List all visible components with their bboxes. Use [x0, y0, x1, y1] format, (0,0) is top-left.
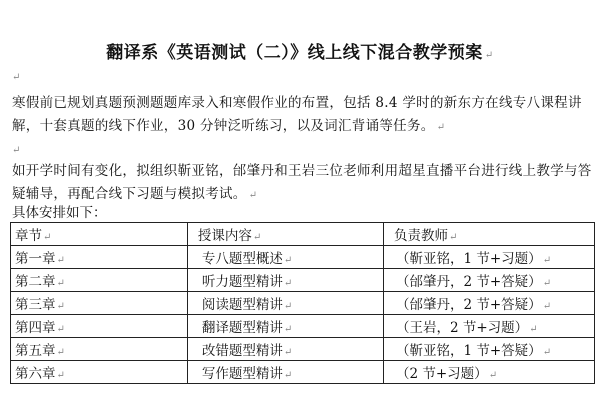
cell-mark-icon: ↵: [283, 301, 293, 312]
table-row: [11, 269, 595, 292]
table-row: [11, 315, 595, 338]
cell-mark-icon: ↵: [488, 370, 498, 381]
cell-chapter-text: 第六章: [15, 366, 56, 382]
cell-content: [187, 246, 383, 269]
paragraph-homework-plan: [12, 92, 592, 139]
cell-mark-icon: ↵: [283, 347, 293, 358]
cell-teacher: [383, 361, 594, 384]
document-title: [0, 38, 600, 63]
cell-teacher-text: （邰肇丹，2 节+答疑）: [395, 297, 542, 313]
paragraph-mark-icon: ↵: [436, 122, 446, 133]
cell-chapter: [11, 338, 188, 361]
cell-mark-icon: ↵: [283, 255, 293, 266]
cell-chapter: [11, 269, 188, 292]
cell-chapter-text: 第四章: [15, 320, 56, 336]
cell-teacher-text: （靳亚铭，1 节+答疑）: [395, 343, 542, 359]
table-row: [11, 338, 595, 361]
cell-teacher-text: （邰肇丹，2 节+答疑）: [395, 274, 542, 290]
cell-content-text: 改错题型精讲: [201, 343, 283, 359]
cell-chapter-text: 第一章: [15, 251, 56, 267]
cell-teacher: [383, 246, 594, 269]
header-teacher: [383, 223, 594, 246]
cell-teacher-text: （2 节+习题）: [395, 366, 488, 382]
cell-mark-icon: ↵: [542, 255, 552, 266]
cell-chapter: [11, 361, 188, 384]
cell-mark-icon: ↵: [542, 278, 552, 289]
cell-content-text: 翻译题型精讲: [201, 320, 283, 336]
cell-mark-icon: ↵: [529, 324, 538, 335]
cell-mark-icon: ↵: [43, 232, 52, 243]
cell-chapter: [11, 315, 188, 338]
cell-content: [187, 361, 383, 384]
paragraph-mark-icon: ↵: [484, 50, 494, 61]
cell-mark-icon: ↵: [448, 232, 458, 243]
cell-content: [187, 292, 383, 315]
arrangement-label-text: 具体安排如下：: [12, 205, 107, 221]
header-teacher-text: 负责教师: [393, 228, 448, 244]
cell-mark-icon: ↵: [283, 324, 293, 335]
cell-teacher-text: （王岩，2 节+习题）: [395, 320, 529, 336]
paragraph-online-teaching-text: 如开学时间有变化，拟组织靳亚铭，邰肇丹和王岩三位老师利用超星直播平台进行线上教学与答疑辅导，再配合线下习题与模拟考试。: [12, 163, 592, 202]
cell-mark-icon: ↵: [283, 278, 293, 289]
paragraph-homework-plan-text: 寒假前已规划真题预测题题库录入和寒假作业的布置，包括 8.4 学时的新东方在线专八课程讲解，十套真题的线下作业，30 分钟泛听练习，以及词汇背诵等任务。: [12, 95, 582, 134]
cell-mark-icon: ↵: [56, 370, 65, 381]
cell-chapter-text: 第五章: [15, 343, 56, 359]
header-content: [187, 223, 383, 246]
table-row: [11, 246, 595, 269]
table-row: [11, 292, 595, 315]
cell-chapter-text: 第二章: [15, 274, 56, 290]
cell-chapter-text: 第三章: [15, 297, 56, 313]
empty-paragraph-mark-icon: ↵: [12, 72, 21, 83]
cell-mark-icon: ↵: [56, 347, 65, 358]
arrangement-label: [12, 203, 107, 223]
cell-chapter: [11, 292, 188, 315]
cell-mark-icon: ↵: [283, 370, 293, 381]
schedule-table: [10, 222, 595, 384]
header-content-text: 授课内容: [197, 228, 252, 244]
cell-mark-icon: ↵: [252, 232, 262, 243]
cell-content-text: 专八题型概述: [201, 251, 283, 267]
table-header-row: [11, 223, 595, 246]
cell-mark-icon: ↵: [56, 324, 65, 335]
cell-teacher: [383, 338, 594, 361]
paragraph-online-teaching: [12, 160, 592, 207]
cell-content-text: 听力题型精讲: [201, 274, 283, 290]
cell-content-text: 阅读题型精讲: [201, 297, 283, 313]
cell-content: [187, 269, 383, 292]
cell-teacher-text: （靳亚铭，1 节+习题）: [395, 251, 542, 267]
header-chapter-text: 章节: [15, 228, 42, 244]
cell-mark-icon: ↵: [542, 301, 552, 312]
header-chapter: [11, 223, 188, 246]
table-row: [11, 361, 595, 384]
cell-chapter: [11, 246, 188, 269]
document-title-text: 翻译系《英语测试（二）》线上线下混合教学预案: [106, 43, 483, 63]
cell-teacher: [383, 315, 594, 338]
cell-teacher: [383, 292, 594, 315]
cell-mark-icon: ↵: [56, 301, 65, 312]
cell-content-text: 写作题型精讲: [201, 366, 283, 382]
cell-teacher: [383, 269, 594, 292]
cell-mark-icon: ↵: [542, 347, 552, 358]
cell-mark-icon: ↵: [56, 255, 65, 266]
cell-content: [187, 338, 383, 361]
paragraph-mark-icon: ↵: [248, 190, 258, 201]
empty-paragraph-mark-icon: ↵: [12, 145, 21, 156]
cell-mark-icon: ↵: [56, 278, 65, 289]
cell-content: [187, 315, 383, 338]
